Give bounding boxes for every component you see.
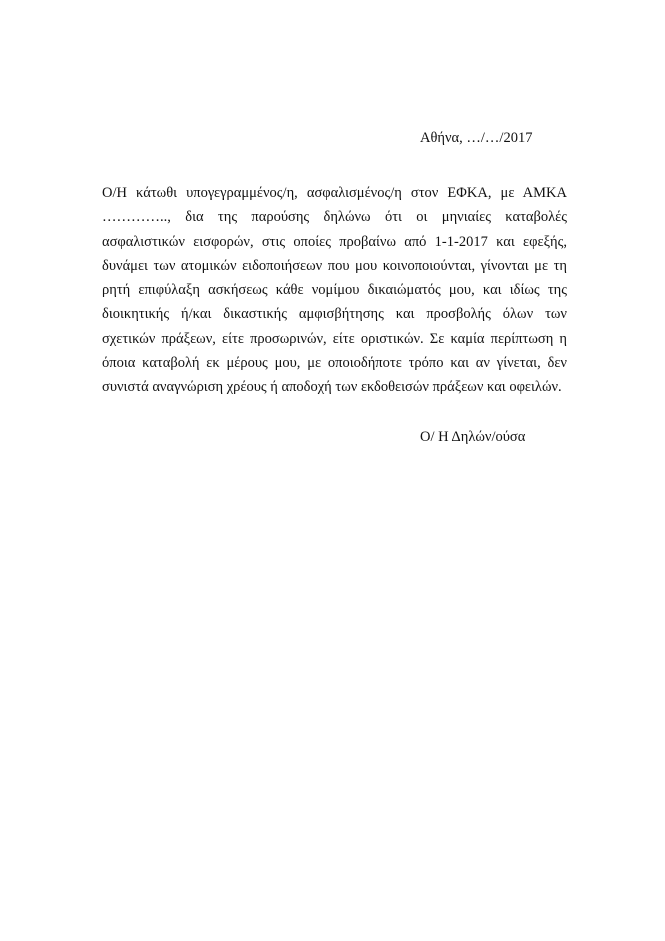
paragraph-line: ρητή επιφύλαξη ασκήσεως κάθε νομίμου δικαιώματός μου, και ιδίως της	[102, 282, 567, 299]
paragraph-line: Ο/Η κάτωθι υπογεγραμμένος/η, ασφαλισμένος/η στον ΕΦΚΑ, με ΑΜΚΑ	[102, 185, 567, 201]
paragraph-line: συνιστά αναγνώριση χρέους ή αποδοχή των εκδοθεισών πράξεων και οφειλών.	[102, 379, 562, 396]
paragraph-line: δυνάμει των ατομικών ειδοποιήσεων που μου κοινοποιούνται, γίνονται με τη	[102, 257, 567, 274]
paragraph-line: διοικητικής ή/και δικαστικής αμφισβήτησης και προσβολής όλων των	[102, 306, 567, 323]
paragraph-line: ασφαλιστικών εισφορών, στις οποίες προβαίνω από 1-1-2017 και εφεξής,	[102, 233, 567, 250]
date-line: Αθήνα, …/…/2017	[420, 130, 533, 146]
signature-label: Ο/ Η Δηλών/ούσα	[420, 429, 526, 445]
paragraph-line: σχετικών πράξεων, είτε προσωρινών, είτε οριστικών. Σε καμία περίπτωση η	[102, 330, 567, 347]
paragraph-line: όποια καταβολή εκ μέρους μου, με οποιοδήποτε τρόπο και αν γίνεται, δεν	[102, 355, 567, 372]
paragraph-line: ………….., δια της παρούσης δηλώνω ότι οι μηνιαίες καταβολές	[102, 209, 567, 226]
declaration-paragraph	[102, 181, 567, 400]
